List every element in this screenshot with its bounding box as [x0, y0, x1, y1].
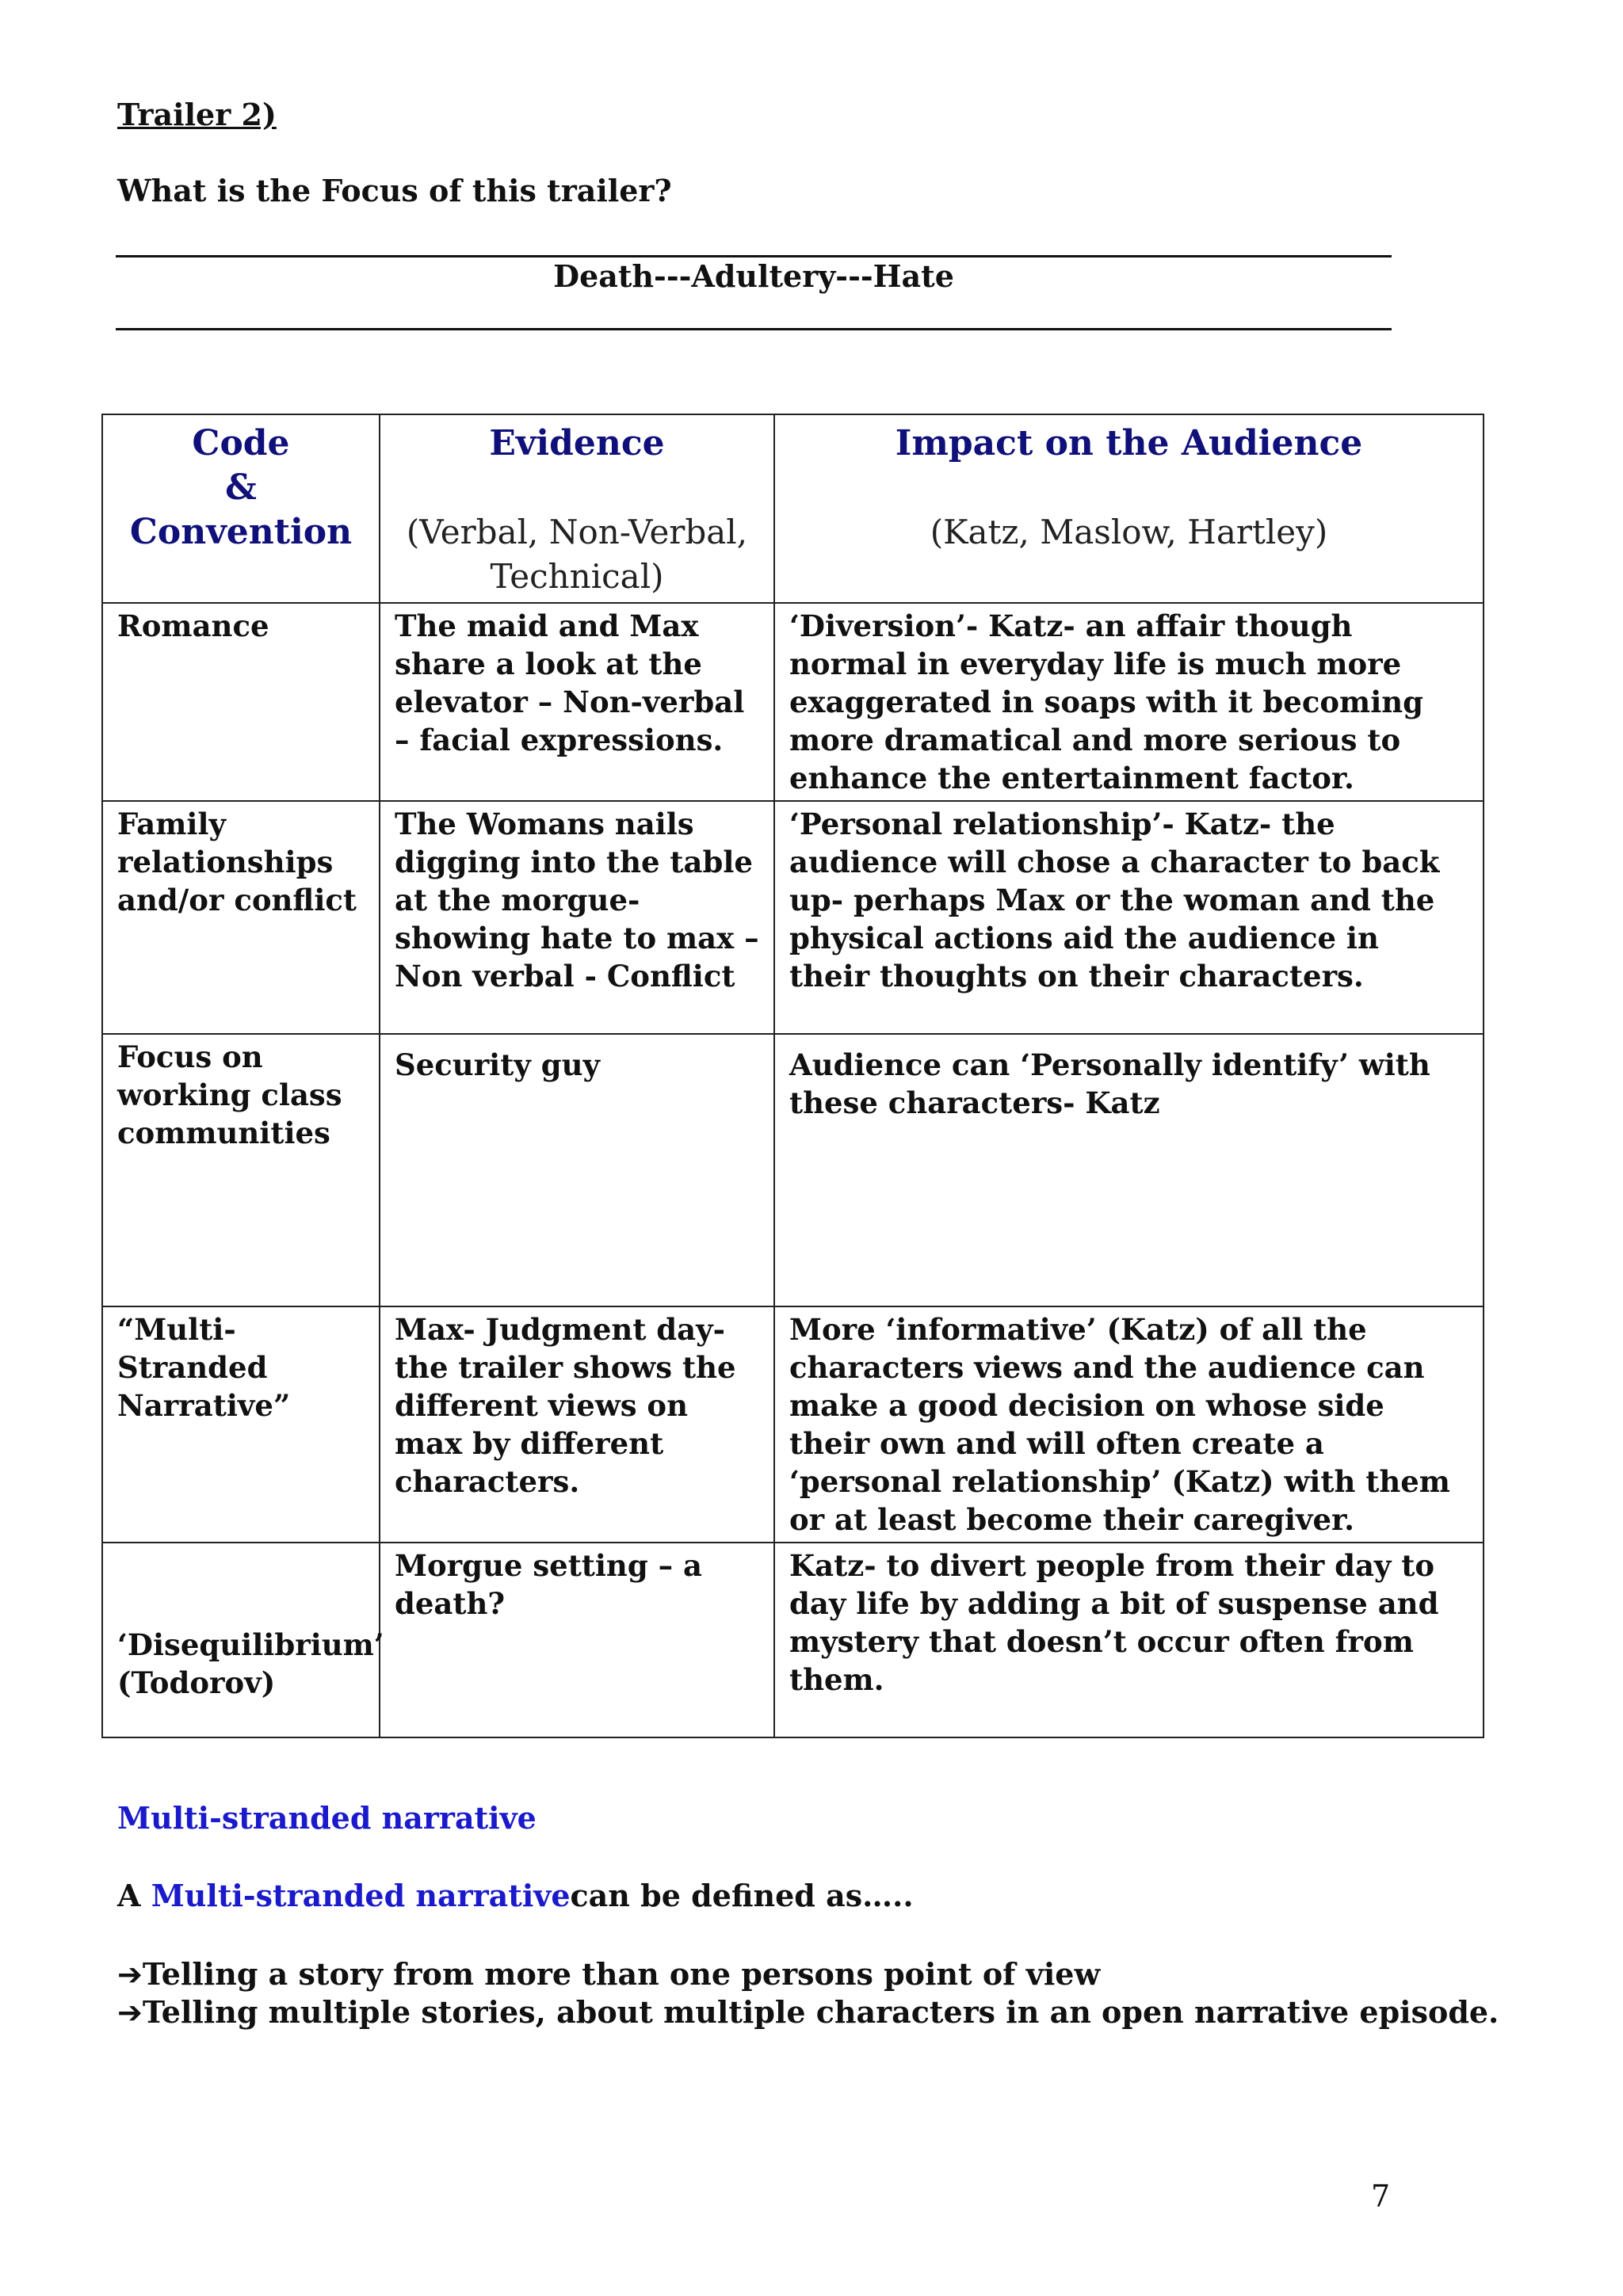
table-row	[102, 1034, 1484, 1306]
definition-line	[117, 1878, 914, 1913]
row-evidence: The Womans nails digging into the table at the morgue- showing hate to max – Non verbal - Conflict	[380, 801, 774, 1034]
row-code: “Multi-Stranded Narrative”	[102, 1306, 380, 1543]
row-impact: ‘Personal relationship’- Katz- the audience will chose a character to back up- perhaps Max or the woman and the physical actions aid the audience in their thoughts on their characters.	[774, 801, 1484, 1034]
table-row	[102, 1543, 1484, 1737]
header-impact-sub: (Katz, Maslow, Hartley)	[930, 513, 1328, 551]
trailer-heading: Trailer 2)	[117, 97, 277, 132]
row-code: Romance	[102, 603, 380, 801]
row-evidence: Morgue setting – a death?	[380, 1543, 774, 1737]
header-code-label: Code & Convention	[129, 423, 353, 552]
list-item	[117, 1993, 1499, 2031]
focus-answer: Death---Adultery---Hate	[553, 258, 954, 294]
table-row	[102, 603, 1484, 801]
page-number: 7	[1371, 2179, 1391, 2214]
table-row	[102, 1306, 1484, 1543]
row-code: Focus on working class communities	[102, 1034, 380, 1306]
definition-term: Multi-stranded narrative	[151, 1878, 571, 1913]
codes-conventions-table	[101, 414, 1484, 1738]
list-item	[117, 1955, 1499, 1993]
focus-question: What is the Focus of this trailer?	[117, 173, 672, 208]
row-impact: Katz- to divert people from their day to day life by adding a bit of suspense and mystery that doesn’t occur often from them.	[774, 1543, 1484, 1737]
right-arrow-icon: ➔	[117, 1957, 143, 1992]
right-arrow-icon: ➔	[117, 1995, 143, 2030]
row-impact: Audience can ‘Personally identify’ with these characters- Katz	[774, 1034, 1484, 1306]
section-title: Multi-stranded narrative	[117, 1800, 537, 1836]
bullet-text: Telling a story from more than one persons point of view	[142, 1956, 1101, 1992]
header-evidence	[380, 414, 774, 603]
header-code-convention	[102, 414, 380, 603]
header-evidence-sub: (Verbal, Non-Verbal, Technical)	[406, 513, 748, 596]
definition-suffix: can be defined as…..	[570, 1878, 914, 1913]
header-evidence-label: Evidence	[489, 423, 665, 463]
definition-bullets	[117, 1955, 1499, 2031]
row-evidence: Security guy	[380, 1034, 774, 1306]
answer-bottom-rule	[116, 328, 1392, 330]
row-code: Family relationships and/or conflict	[102, 801, 380, 1034]
row-evidence: The maid and Max share a look at the elevator – Non-verbal – facial expressions.	[380, 603, 774, 801]
table-header-row	[102, 414, 1484, 603]
answer-top-rule	[116, 255, 1392, 257]
header-impact-label: Impact on the Audience	[895, 423, 1363, 463]
row-evidence: Max- Judgment day- the trailer shows the different views on max by different characters.	[380, 1306, 774, 1543]
header-impact	[774, 414, 1484, 603]
row-code: ‘Disequilibrium’ (Todorov)	[102, 1543, 380, 1737]
row-impact: More ‘informative’ (Katz) of all the characters views and the audience can make a good decision on whose side their own and will often create a ‘personal relationship’ (Katz) with them or at least become their caregiver.	[774, 1306, 1484, 1543]
definition-prefix: A	[117, 1878, 151, 1913]
bullet-text: Telling multiple stories, about multiple characters in an open narrative episode.	[142, 1994, 1499, 2030]
row-impact: ‘Diversion’- Katz- an affair though normal in everyday life is much more exaggerated in soaps with it becoming more dramatical and more serious to enhance the entertainment factor.	[774, 603, 1484, 801]
table-row	[102, 801, 1484, 1034]
